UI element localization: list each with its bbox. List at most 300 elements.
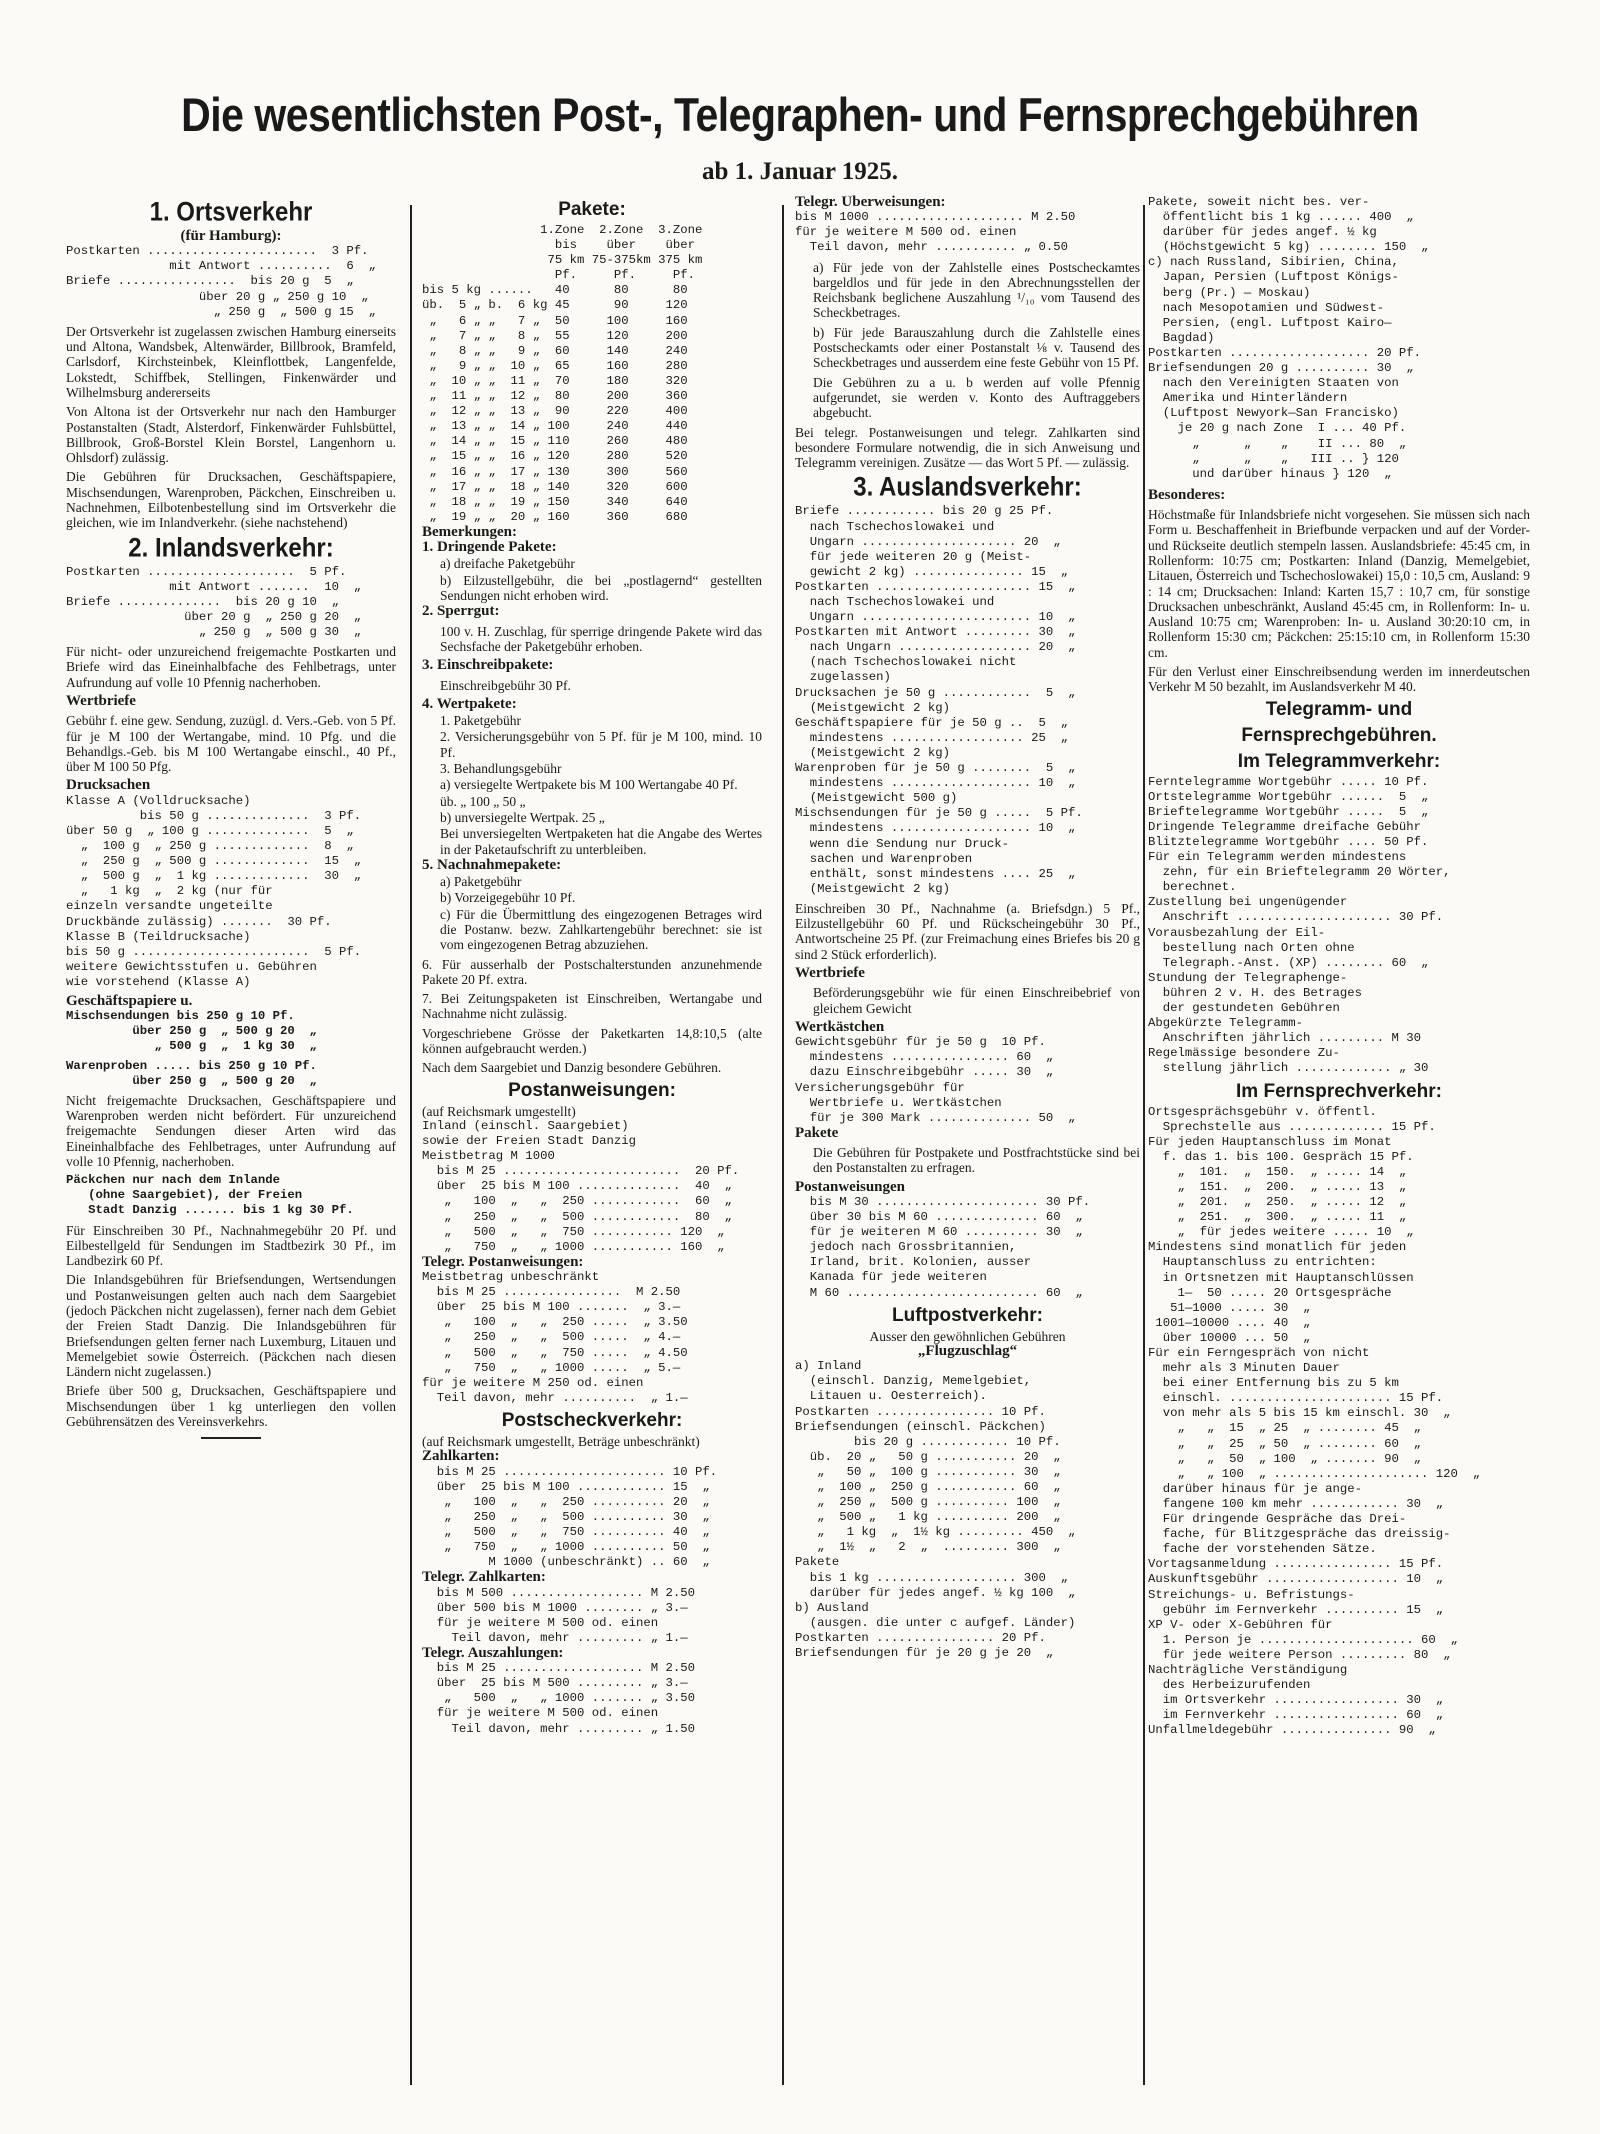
subheading-drucksachen: Drucksachen bbox=[66, 777, 151, 794]
rate-line: (Luftpost Newyork—San Francisko) bbox=[1148, 406, 1399, 421]
rate-line: darüber für jedes angef. ½ kg bbox=[1148, 225, 1377, 240]
subheading: Telegr. Überweisungen: bbox=[795, 195, 946, 210]
section-heading-ortsverkehr: 1. Ortsverkehr bbox=[149, 197, 313, 228]
list-item: 3. Behandlungsgebühr bbox=[440, 761, 562, 777]
subheading: Telegr. Zahlkarten: bbox=[422, 1569, 546, 1586]
section-heading-telegramm: Telegramm- und bbox=[1265, 698, 1413, 720]
section-subheading: (für Hamburg): bbox=[180, 228, 282, 244]
note: (auf Reichsmark umgestellt, Beträge unbeschränkt) bbox=[422, 1433, 700, 1449]
rate-line: über 25 bis M 100 ............ 15 „ bbox=[422, 1479, 710, 1494]
rate-line: Inland (einschl. Saargebiet) bbox=[422, 1118, 629, 1133]
section-heading-fernsprech: Fernsprechgebühren. bbox=[1241, 724, 1437, 746]
rate-list bbox=[422, 1270, 762, 1406]
rate-line: Ortstelegramme Wortgebühr ...... 5 „ bbox=[1148, 789, 1429, 804]
paragraph: Gebühr f. eine gew. Sendung, zuzügl. d. Vers.-Geb. von 5 Pf. für je M 100 der Wertangabe, mind. 10 Pfg. und die Behandlgs.-Geb. bis M 100 Wertangabe einschl., 40 Pf., über M 100 50 Pfg. bbox=[66, 713, 396, 775]
list-item: b) unversiegelte Wertpak. 25 „ bbox=[440, 809, 605, 825]
subheading: 1. Dringende Pakete: bbox=[422, 539, 557, 556]
rate-line: „ „ 15 „ 25 „ ........ 45 „ bbox=[1148, 1421, 1422, 1436]
rate-line: mindestens ................... 10 „ bbox=[795, 821, 1076, 836]
rate-line: „ 1 kg „ 2 kg (nur für bbox=[66, 884, 273, 899]
rate-line: „ 6 „ „ 7 „ 50 100 160 bbox=[422, 313, 688, 328]
rate-line: „ 7 „ „ 8 „ 55 120 200 bbox=[422, 328, 688, 343]
rate-line: Teil davon, mehr .......... „ 1.— bbox=[422, 1390, 688, 1405]
paragraph: Die Gebühren für Postpakete und Postfrachtstücke sind bei den Postanstalten zu erfragen. bbox=[813, 1145, 1140, 1176]
list bbox=[422, 713, 762, 857]
list bbox=[422, 874, 762, 952]
subheading: Wertbriefe bbox=[795, 965, 865, 982]
rate-line: Briefe ................ bis 20 g 5 „ bbox=[66, 274, 354, 289]
rate-line: wie vorstehend (Klasse A) bbox=[66, 974, 251, 989]
rate-line: Unfallmeldegebühr ............... 90 „ bbox=[1148, 1723, 1436, 1738]
paragraph: Von Altona ist der Ortsverkehr nur nach den Hamburger Postanstalten (Stadt, Alsterdorf, Finkenwärder Fuhlsbüttel, Billbrook, Groß-Borstel Klein Borstel, Langenhorn u. Ohlsdorf) zulässig. bbox=[66, 404, 396, 466]
rate-line: bis 1 kg ................... 300 „ bbox=[795, 1570, 1069, 1585]
rate-list bbox=[795, 210, 1140, 255]
rate-line: des Herbeizurufenden bbox=[1148, 1678, 1311, 1693]
rate-list bbox=[66, 1173, 396, 1218]
rate-line: „ 500 „ 1 kg .......... 200 „ bbox=[795, 1510, 1061, 1525]
rate-line: „ 1 kg „ 1½ kg ......... 450 „ bbox=[795, 1525, 1076, 1540]
rate-line: für jede weitere Person ......... 80 „ bbox=[1148, 1647, 1451, 1662]
subheading-wertbriefe: Wertbriefe bbox=[66, 692, 136, 709]
rate-list bbox=[66, 1009, 396, 1054]
rate-line: zehn, für ein Brieftelegramm 20 Wörter, bbox=[1148, 865, 1451, 880]
rate-line: gewicht 2 kg) ............... 15 „ bbox=[795, 564, 1069, 579]
rate-line: Für ein Ferngespräch von nicht bbox=[1148, 1346, 1370, 1361]
list-item: a) Paketgebühr bbox=[440, 874, 522, 890]
rate-list bbox=[422, 1661, 762, 1736]
rate-line: Briefsendungen für je 20 g je 20 „ bbox=[795, 1646, 1054, 1661]
rate-line: „ 250 g „ 500 g 15 „ bbox=[66, 304, 376, 319]
rate-line: Postkarten ................ 10 Pf. bbox=[795, 1404, 1046, 1419]
rate-line: Postkarten mit Antwort ......... 30 „ bbox=[795, 625, 1076, 640]
rate-line: bis 20 g ............ 10 Pf. bbox=[795, 1434, 1061, 1449]
rate-line: nach den Vereinigten Staaten von bbox=[1148, 376, 1399, 391]
paragraph: Vorgeschriebene Grösse der Paketkarten 14,8:10,5 (alte können aufgebraucht werden.) bbox=[422, 1025, 762, 1057]
rate-line: bei einer Entfernung bis zu 5 km bbox=[1148, 1376, 1399, 1391]
rate-list bbox=[66, 244, 396, 319]
rate-line: Amerika und Hinterländern bbox=[1148, 391, 1348, 406]
subheading: Zahlkarten: bbox=[422, 1448, 500, 1465]
rate-list bbox=[422, 1119, 762, 1255]
paragraph: Einschreiben 30 Pf., Nachnahme (a. Briefsdgn.) 5 Pf., Eilzustellgebühr 60 Pf. und Rückscheingebühr 30 Pf., Antwortscheine 25 Pf. (zur Freimachung eines Briefes bis 20 g sind 2 Stück erforderlich). bbox=[795, 900, 1140, 962]
rate-line: „ 500 „ „ 750 ........... 120 „ bbox=[422, 1224, 725, 1239]
section-heading-telegrammverkehr: Im Telegrammverkehr: bbox=[1237, 750, 1441, 772]
list-item: a) dreifache Paketgebühr bbox=[440, 556, 575, 572]
rate-list bbox=[795, 504, 1140, 896]
rate-line: bis über über bbox=[422, 238, 696, 253]
rate-line: für je 300 Mark .............. 50 „ bbox=[795, 1110, 1076, 1125]
list-item: a) versiegelte Wertpakete bis M 100 Wertangabe 40 Pf. bbox=[440, 777, 738, 793]
rate-line: jedoch nach Grossbritannien, bbox=[795, 1240, 1017, 1255]
rate-line: sachen und Warenproben bbox=[795, 851, 973, 866]
rate-line: „ 12 „ „ 13 „ 90 220 400 bbox=[422, 404, 688, 419]
rate-line: 51—1000 ..... 30 „ bbox=[1148, 1300, 1311, 1315]
page-subtitle: ab 1. Januar 1925. bbox=[701, 158, 899, 185]
rate-line: 75 km 75-375km 375 km bbox=[422, 253, 703, 268]
rate-line: „ 100 „ „ 250 .......... 20 „ bbox=[422, 1494, 710, 1509]
list bbox=[422, 556, 762, 603]
rate-line: Druckbände zulässig) ....... 30 Pf. bbox=[66, 914, 332, 929]
subheading: Besonderes: bbox=[1148, 486, 1226, 503]
rate-line: über 20 g „ 250 g 20 „ bbox=[66, 609, 362, 624]
rate-line: Pakete, soweit nicht bes. ver- bbox=[1148, 195, 1370, 209]
rate-line: Kanada für jede weiteren bbox=[795, 1270, 987, 1285]
rate-line: für je weiteren M 60 .......... 30 „ bbox=[795, 1225, 1083, 1240]
list-item: c) Für die Übermittlung des eingezogenen Betrages wird die Postanw. bezw. Zahlkartengebühr berechnet: sie ist vom eingezogenen Betrag abzuziehen. bbox=[440, 906, 762, 953]
note: „Flugzuschlag“ bbox=[917, 1342, 1018, 1359]
rate-line: b) Ausland bbox=[795, 1600, 869, 1615]
rate-line: bis M 25 ........................ 20 Pf. bbox=[422, 1164, 740, 1179]
paragraph: Für den Verlust einer Einschreibsendung werden im innerdeutschen Verkehr M 50 bezahlt, im Auslandsverkehr M 40. bbox=[1148, 664, 1530, 695]
rate-line: Mischsendungen für je 50 g ..... 5 Pf. bbox=[795, 806, 1083, 821]
rate-line: über 25 bis M 100 .............. 40 „ bbox=[422, 1179, 732, 1194]
paragraph: Die Inlandsgebühren für Briefsendungen, Wertsendungen und Postanweisungen gelten auch nach dem Saargebiet (jedoch Päckchen nicht zugelassen), ferner nach dem Gebiet der Freien Stadt Danzig. Die Inlandsgebühren für Briefsendungen gelten ferner nach Luxemburg, Litauen und Memelgebiet sowie Österreich. (Päckchen nach diesen Ländern nicht zugelassen.) bbox=[66, 1272, 396, 1380]
rate-list bbox=[795, 1035, 1140, 1126]
rate-line: „ 18 „ „ 19 „ 150 340 640 bbox=[422, 494, 688, 509]
paragraph: Nicht freigemachte Drucksachen, Geschäftspapiere und Warenproben werden nicht befördert. Für unzureichend freigemachte Sendungen dieser Arten wird das Eineinhalbfache des Fehlbetrages, unter Aufrundung auf volle 10 Pfennig, nacherhoben. bbox=[66, 1092, 396, 1169]
section-heading-luftpostverkehr: Luftpostverkehr: bbox=[892, 1304, 1043, 1326]
rate-line: Gewichtsgebühr für je 50 g 10 Pf. bbox=[795, 1035, 1046, 1050]
rate-line: für je weitere M 500 od. einen bbox=[795, 225, 1017, 240]
rate-line: mit Antwort ....... 10 „ bbox=[66, 579, 362, 594]
rate-list bbox=[66, 794, 396, 990]
rate-line: der gestundeten Gebühren bbox=[1148, 1001, 1340, 1016]
rate-line: von mehr als 5 bis 15 km einschl. 30 „ bbox=[1148, 1406, 1451, 1421]
rate-list bbox=[1148, 775, 1530, 1077]
rate-line: (Meistgewicht 2 kg) bbox=[795, 881, 950, 896]
subheading: Wertkästchen bbox=[795, 1018, 885, 1035]
list-item: 1. Paketgebühr bbox=[440, 713, 521, 729]
rate-line: Ferntelegramme Wortgebühr ..... 10 Pf. bbox=[1148, 774, 1429, 789]
rate-line: gebühr im Fernverkehr .......... 15 „ bbox=[1148, 1602, 1444, 1617]
rate-line: „ 16 „ „ 17 „ 130 300 560 bbox=[422, 464, 688, 479]
rate-line: über 50 g „ 100 g .............. 5 „ bbox=[66, 823, 354, 838]
rate-line: über 25 bis M 100 ....... „ 3.— bbox=[422, 1300, 681, 1315]
rate-line: mehr als 3 Minuten Dauer bbox=[1148, 1361, 1340, 1376]
paragraph: a) Für jede von der Zahlstelle eines Postscheckamtes bargeldlos und für jede in den Abrechnungsstellen der Reichsbank beglichene Auszahlung ¹/₁₀ vom Tausend des Scheckbetrages. bbox=[813, 259, 1140, 321]
rate-line: (einschl. Danzig, Memelgebiet, bbox=[795, 1374, 1032, 1389]
rate-line: Teil davon, mehr ........... „ 0.50 bbox=[795, 240, 1069, 255]
rate-line: „ 15 „ „ 16 „ 120 280 520 bbox=[422, 449, 688, 464]
rate-line: „ 19 „ „ 20 „ 160 360 680 bbox=[422, 509, 688, 524]
section-heading-fernsprechverkehr: Im Fernsprechverkehr: bbox=[1236, 1080, 1442, 1102]
rate-line: Litauen u. Oesterreich). bbox=[795, 1389, 987, 1404]
rate-line: M 60 .......................... 60 „ bbox=[795, 1285, 1083, 1300]
rate-line: „ „ 25 „ 50 „ ........ 60 „ bbox=[1148, 1436, 1422, 1451]
rate-line: „ 500 g „ 1 kg 30 „ bbox=[66, 1039, 317, 1054]
rate-line: „ 11 „ „ 12 „ 80 200 360 bbox=[422, 389, 688, 404]
rate-line: weitere Gewichtsstufen u. Gebühren bbox=[66, 959, 317, 974]
rate-line: „ 10 „ „ 11 „ 70 180 320 bbox=[422, 373, 688, 388]
rate-line: Streichungs- u. Befristungs- bbox=[1148, 1587, 1355, 1602]
rate-line: Sprechstelle aus ............. 15 Pf. bbox=[1148, 1119, 1436, 1134]
rate-line: und darüber hinaus } 120 „ bbox=[1148, 466, 1392, 481]
rate-line: (ausgen. die unter c aufgef. Länder) bbox=[795, 1615, 1076, 1630]
divider-rule bbox=[201, 1437, 261, 1439]
rate-line: zugelassen) bbox=[795, 670, 891, 685]
rate-line: Stadt Danzig ....... bis 1 kg 30 Pf. bbox=[66, 1203, 354, 1218]
rate-line: Anschriften jährlich ......... M 30 bbox=[1148, 1031, 1422, 1046]
paragraph: Beförderungsgebühr wie für einen Einschreibebrief von gleichem Gewicht bbox=[813, 985, 1140, 1016]
rate-line: Anschrift ..................... 30 Pf. bbox=[1148, 910, 1444, 925]
subheading: Bemerkungen: bbox=[422, 523, 517, 540]
rate-line: 1001—10000 .... 40 „ bbox=[1148, 1315, 1311, 1330]
rate-line: bis M 30 ...................... 30 Pf. bbox=[795, 1195, 1091, 1209]
rate-line: (ohne Saargebiet), der Freien bbox=[66, 1188, 303, 1203]
rate-line: „ 13 „ „ 14 „ 100 240 440 bbox=[422, 419, 688, 434]
rate-line: „ 9 „ „ 10 „ 65 160 280 bbox=[422, 358, 688, 373]
rate-line: „ 500 g „ 1 kg ............. 30 „ bbox=[66, 869, 362, 884]
rate-line: nach Tschechoslowakei und bbox=[795, 519, 995, 534]
paragraph: Für nicht- oder unzureichend freigemachte Postkarten und Briefe wird das Eineinhalbfache des Fehlbetrags, unter Aufrundung auf volle 10 Pfennig nacherhoben. bbox=[66, 644, 396, 690]
rate-line: über 250 g „ 500 g 20 „ bbox=[66, 1024, 317, 1039]
rate-line: „ 250 „ „ 500 .......... 30 „ bbox=[422, 1509, 710, 1524]
note: Ausser den gewöhnlichen Gebühren bbox=[869, 1328, 1066, 1344]
paragraph: Die Gebühren zu a u. b werden auf volle Pfennig aufgerundet, sie werden v. Konto des Auftraggebers abgebucht. bbox=[813, 374, 1140, 421]
rate-line: bis M 1000 .................... M 2.50 bbox=[795, 210, 1076, 225]
rate-line: Meistbetrag unbeschränkt bbox=[422, 1270, 600, 1285]
rate-line: c) nach Russland, Sibirien, China, bbox=[1148, 255, 1399, 270]
rate-line: für jede weiteren 20 g (Meist- bbox=[795, 549, 1032, 564]
rate-line: Bagdad) bbox=[1148, 330, 1215, 345]
paragraph: 100 v. H. Zuschlag, für sperrige dringende Pakete wird das Sechsfache der Paketgebühr erhoben. bbox=[440, 623, 762, 654]
rate-line: Für dringende Gespräche das Drei- bbox=[1148, 1512, 1407, 1527]
rate-line: öffentlicht bis 1 kg ...... 400 „ bbox=[1148, 210, 1414, 225]
list-item: b) Eilzustellgebühr, die bei „postlagernd“ gestellten Sendungen nicht erhoben wird. bbox=[440, 572, 762, 604]
rate-line: für je weitere M 250 od. einen bbox=[422, 1375, 644, 1390]
rate-line: Geschäftspapiere für je 50 g .. 5 „ bbox=[795, 715, 1069, 730]
subheading: 3. Einschreibpakete: bbox=[422, 657, 554, 674]
rate-line: Meistbetrag M 1000 bbox=[422, 1149, 555, 1164]
paragraph: Höchstmaße für Inlandsbriefe nicht vorgesehen. Sie müssen sich nach Form u. Beschaffenheit in Briefbunde verpacken und auf der Vorder- und Rückseite deutlich stempeln lassen. Auslandsbriefe: 45:45 cm, in Rollenform: 10:75 cm; Postkarten: Inland (Danzig, Memelgebiet, Litauen, Österreich und Tschechoslowakei) 15,0 : 10,5 cm, Ausland: 9 : 14 cm; Drucksachen: Inland: Karten 15,7 : 10,7 cm, für sonstige Drucksachen unbeschränkt, Ausland 45:45 cm, in Rollenform: In- u. Ausland 10:75 cm; Warenproben: In- u. Ausland 30:20:10 cm, in Rollenform 15:30 cm; Päckchen: 25:15:10 cm, in Rollenform 15:30 cm. bbox=[1148, 507, 1530, 660]
subheading: 2. Sperrgut: bbox=[422, 603, 500, 620]
paragraph: Der Ortsverkehr ist zugelassen zwischen Hamburg einerseits und Altona, Wandsbek, Altenwärder, Billbrook, Bramfeld, Carlsdorf, Kirchsteinbek, Kleinflottbek, Langenfelde, Lokstedt, Schiffbek, Stellingen, Finkenwärder und Wilhelmsburg andererseits bbox=[66, 323, 396, 400]
rate-line: nach Ungarn .................. 20 „ bbox=[795, 640, 1076, 655]
rate-line: für je weitere M 500 od. einen bbox=[422, 1706, 659, 1721]
paragraph: Nach dem Saargebiet und Danzig besondere Gebühren. bbox=[422, 1060, 722, 1076]
rate-line: „ 100 „ 250 g ........... 60 „ bbox=[795, 1480, 1061, 1494]
rate-line: enthält, sonst mindestens .... 25 „ bbox=[795, 866, 1076, 881]
note: (auf Reichsmark umgestellt) bbox=[422, 1103, 576, 1119]
section-heading-postanweisungen: Postanweisungen: bbox=[508, 1079, 676, 1101]
rate-line: dazu Einschreibgebühr ..... 30 „ bbox=[795, 1065, 1054, 1080]
column-1 bbox=[66, 195, 396, 2095]
rate-line: Regelmässige besondere Zu- bbox=[1148, 1046, 1340, 1061]
rate-line: Warenproben für je 50 g ........ 5 „ bbox=[795, 761, 1076, 776]
rate-line: einschl. ...................... 15 Pf. bbox=[1148, 1391, 1444, 1406]
rate-list bbox=[422, 1465, 762, 1571]
rate-line: Stundung der Telegraphenge- bbox=[1148, 970, 1348, 985]
rate-line: mindestens .................. 25 „ bbox=[795, 730, 1069, 745]
rate-line: „ 100 „ „ 250 ..... „ 3.50 bbox=[422, 1315, 688, 1330]
rate-line: bis M 500 .................. M 2.50 bbox=[422, 1585, 696, 1600]
rate-line: „ 50 „ 100 g ........... 30 „ bbox=[795, 1464, 1061, 1479]
rate-line: Dringende Telegramme dreifache Gebühr bbox=[1148, 819, 1422, 834]
rate-line: Postkarten .................... 5 Pf. bbox=[66, 564, 347, 579]
rate-line: „ 250 g „ 500 g 30 „ bbox=[66, 625, 362, 639]
rate-line: Briefsendungen 20 g .......... 30 „ bbox=[1148, 361, 1414, 376]
rate-line: „ „ „ III .. } 120 bbox=[1148, 451, 1399, 466]
rate-line: „ 8 „ „ 9 „ 60 140 240 bbox=[422, 343, 688, 358]
rate-line: Telegraph.-Anst. (XP) ........ 60 „ bbox=[1148, 955, 1429, 970]
rate-line: darüber für jedes angef. ½ kg 100 „ bbox=[795, 1585, 1076, 1600]
paragraph: Für Einschreiben 30 Pf., Nachnahmegebühr 20 Pf. und Eilbestellgeld für Sendungen im Stadtbezirk 30 Pf., im Landbezirk 60 Pf. bbox=[66, 1222, 396, 1269]
rate-line: über 30 bis M 60 .............. 60 „ bbox=[795, 1210, 1083, 1225]
column-4 bbox=[1148, 195, 1530, 2095]
subheading: Postanweisungen bbox=[795, 1178, 906, 1195]
rate-line: Vortagsanmeldung ................ 15 Pf. bbox=[1148, 1557, 1444, 1572]
rate-line: bis M 25 ................ M 2.50 bbox=[422, 1285, 681, 1300]
rate-line: bühren 2 v. H. des Betrages bbox=[1148, 985, 1363, 1000]
rate-line: 1. Person je ..................... 60 „ bbox=[1148, 1632, 1458, 1647]
rate-line: mindestens ................ 60 „ bbox=[795, 1050, 1054, 1065]
rate-line: über 500 bis M 1000 ........ „ 3.— bbox=[422, 1600, 688, 1615]
rate-list bbox=[1148, 195, 1530, 482]
rate-line: nach Mesopotamien und Südwest- bbox=[1148, 300, 1385, 315]
rate-line: Pf. Pf. Pf. bbox=[422, 268, 696, 283]
rate-line: über 25 bis M 500 ......... „ 3.— bbox=[422, 1676, 688, 1691]
rate-line: „ „ „ II ... 80 „ bbox=[1148, 436, 1407, 451]
column-2 bbox=[422, 195, 762, 2095]
rate-line: (nach Tschechoslowakei nicht bbox=[795, 655, 1017, 670]
rate-line: „ 14 „ „ 15 „ 110 260 480 bbox=[422, 434, 688, 449]
rate-line: (Meistgewicht 2 kg) bbox=[795, 745, 950, 760]
rate-line: Für jeden Hauptanschluss im Monat bbox=[1148, 1134, 1392, 1149]
rate-line: Versicherungsgebühr für bbox=[795, 1080, 965, 1095]
rate-line: fangene 100 km mehr ............ 30 „ bbox=[1148, 1496, 1444, 1511]
rate-line: „ 100 g „ 250 g ............. 8 „ bbox=[66, 839, 354, 854]
rate-line: (Meistgewicht 500 g) bbox=[795, 791, 958, 806]
rate-list bbox=[66, 1059, 396, 1089]
column-divider bbox=[782, 205, 784, 2085]
rate-line: Japan, Persien (Luftpost Königs- bbox=[1148, 270, 1399, 285]
rate-line: Ortsgesprächsgebühr v. öffentl. bbox=[1148, 1104, 1377, 1119]
paragraph: Die Gebühren für Drucksachen, Geschäftspapiere, Mischsendungen, Warenproben, Päckchen, Einschreiben u. Nachnehmen, Eilbotenbestellung sind im Ortsverkehr die gleichen, wie im Inlandverkehr. (siehe nachstehend) bbox=[66, 469, 396, 531]
list-item: Bei unversiegelten Wertpaketen hat die Angabe des Wertes in der Paketaufschrift zu unterbleiben. bbox=[440, 826, 762, 857]
rate-line: „ 17 „ „ 18 „ 140 320 600 bbox=[422, 479, 688, 494]
rate-line: „ 750 „ „ 1000 .......... 50 „ bbox=[422, 1540, 710, 1555]
rate-line: Auskunftsgebühr .................. 10 „ bbox=[1148, 1572, 1444, 1587]
rate-line: „ 250 „ 500 g .......... 100 „ bbox=[795, 1495, 1061, 1510]
rate-line: Pakete bbox=[795, 1555, 840, 1570]
rate-line: „ für jedes weitere ..... 10 „ bbox=[1148, 1225, 1414, 1240]
rate-line: „ 750 „ „ 1000 ........... 160 „ bbox=[422, 1239, 725, 1254]
rate-line: in Ortsnetzen mit Hauptanschlüssen bbox=[1148, 1270, 1414, 1285]
rate-line: Mischsendungen bis 250 g 10 Pf. bbox=[66, 1009, 295, 1024]
rate-list bbox=[422, 1586, 762, 1646]
rate-line: Klasse B (Teildrucksache) bbox=[66, 929, 251, 944]
rate-line: mit Antwort .......... 6 „ bbox=[66, 259, 376, 274]
rate-line: über 250 g „ 500 g 20 „ bbox=[66, 1073, 317, 1088]
column-3 bbox=[795, 195, 1140, 2095]
rate-line: bis 5 kg ...... 40 80 80 bbox=[422, 283, 688, 298]
paragraph: 7. Bei Zeitungspaketen ist Einschreiben, Wertangabe und Nachnahme nicht zulässig. bbox=[422, 991, 762, 1022]
rate-line: Wertbriefe u. Wertkästchen bbox=[795, 1095, 1002, 1110]
paragraph: Einschreibgebühr 30 Pf. bbox=[440, 677, 571, 693]
rate-line: a) Inland bbox=[795, 1359, 862, 1374]
rate-line: Postkarten ..................... 15 „ bbox=[795, 579, 1076, 594]
rate-line: über 10000 ... 50 „ bbox=[1148, 1330, 1311, 1345]
rate-line: bestellung nach Orten ohne bbox=[1148, 940, 1355, 955]
rate-line: bis M 25 ................... M 2.50 bbox=[422, 1661, 696, 1676]
rate-line: Vorausbezahlung der Eil- bbox=[1148, 925, 1326, 940]
rate-line: fache, für Blitzgespräche das dreissig- bbox=[1148, 1527, 1451, 1542]
rate-line: „ 100 „ „ 250 ............ 60 „ bbox=[422, 1194, 732, 1209]
rate-line: f. das 1. bis 100. Gespräch 15 Pf. bbox=[1148, 1149, 1414, 1164]
section-heading-postscheckverkehr: Postscheckverkehr: bbox=[501, 1409, 683, 1431]
subheading: Telegr. Postanweisungen: bbox=[422, 1253, 584, 1270]
rate-line: üb. 5 „ b. 6 kg 45 90 120 bbox=[422, 298, 688, 313]
rate-line: Für ein Telegramm werden mindestens bbox=[1148, 850, 1407, 865]
rate-line: M 1000 (unbeschränkt) .. 60 „ bbox=[422, 1555, 710, 1570]
rate-line: bis 50 g ........................ 5 Pf. bbox=[66, 944, 362, 959]
rate-line: „ „ 100 „ ..................... 120 „ bbox=[1148, 1466, 1481, 1481]
paragraph: b) Für jede Barauszahlung durch die Zahlstelle eines Postscheckamts oder einer Postanstalt ⅛ v. Tausend des Scheckbetrages und ausserdem eine feste Gebühr von 15 Pf. bbox=[813, 324, 1140, 371]
page-title: Die wesentlichsten Post-, Telegraphen- und Fernsprechgebühren bbox=[181, 88, 1419, 142]
column-divider bbox=[410, 205, 412, 2085]
rate-line: Drucksachen je 50 g ............ 5 „ bbox=[795, 685, 1076, 700]
rate-line: wenn die Sendung nur Druck- bbox=[795, 836, 1010, 851]
rate-line: im Fernverkehr ................. 60 „ bbox=[1148, 1708, 1444, 1723]
rate-line: Postkarten ....................... 3 Pf. bbox=[66, 244, 369, 259]
rate-line: Briefe ............ bis 20 g 25 Pf. bbox=[795, 504, 1054, 519]
rate-line: Teil davon, mehr ......... „ 1.50 bbox=[422, 1721, 696, 1736]
rate-line: je 20 g nach Zone I ... 40 Pf. bbox=[1148, 421, 1407, 436]
rate-line: „ 101. „ 150. „ ..... 14 „ bbox=[1148, 1164, 1407, 1179]
column-divider bbox=[1143, 205, 1145, 2085]
rate-line: Persien, (engl. Luftpost Kairo— bbox=[1148, 315, 1392, 330]
rate-line: Päckchen nur nach dem Inlande bbox=[66, 1173, 281, 1188]
paragraph: 6. Für ausserhalb der Postschalterstunden anzunehmende Pakete 20 Pf. extra. bbox=[422, 956, 762, 987]
rate-line: 1.Zone 2.Zone 3.Zone bbox=[422, 223, 703, 237]
subheading-geschaeftspapiere: Geschäftspapiere u. bbox=[66, 992, 193, 1009]
list-item: 2. Versicherungsgebühr von 5 Pf. für je M 100, mind. 10 Pf. bbox=[440, 729, 762, 760]
rate-line: Mindestens sind monatlich für jeden bbox=[1148, 1240, 1407, 1255]
rate-line: XP V- oder X-Gebühren für bbox=[1148, 1617, 1333, 1632]
rate-line: Briefe .............. bis 20 g 10 „ bbox=[66, 594, 340, 609]
list-item: b) Vorzeigegebühr 10 Pf. bbox=[440, 890, 576, 906]
paragraph: Bei telegr. Postanweisungen und telegr. Zahlkarten sind besondere Formulare notwendig, die in sich Anweisung und Telegramm vereinigen. Zusätze — das Wort 5 Pf. — zulässig. bbox=[795, 424, 1140, 471]
rate-line: Brieftelegramme Wortgebühr ..... 5 „ bbox=[1148, 804, 1429, 819]
rate-list bbox=[795, 1195, 1140, 1301]
rate-line: „ 500 „ „ 1000 ....... „ 3.50 bbox=[422, 1691, 696, 1706]
rate-line: für je weitere M 500 od. einen bbox=[422, 1615, 659, 1630]
section-heading-inlandsverkehr: 2. Inlandsverkehr: bbox=[128, 533, 334, 563]
rate-line: (Höchstgewicht 5 kg) ........ 150 „ bbox=[1148, 240, 1429, 255]
rate-line: stellung jährlich ............. „ 30 bbox=[1148, 1061, 1429, 1076]
rate-line: „ 250 „ „ 500 ............ 80 „ bbox=[422, 1209, 732, 1224]
rate-list bbox=[795, 1359, 1140, 1661]
rate-line: Hauptanschluss zu entrichten: bbox=[1148, 1255, 1377, 1270]
rate-line: 1— 50 ..... 20 Ortsgespräche bbox=[1148, 1285, 1392, 1300]
rate-line: Nachträgliche Verständigung bbox=[1148, 1662, 1348, 1677]
rate-line: „ „ 50 „ 100 „ ....... 90 „ bbox=[1148, 1451, 1422, 1466]
subheading: Pakete bbox=[795, 1124, 839, 1141]
rate-line: üb. 20 „ 50 g ........... 20 „ bbox=[795, 1449, 1061, 1464]
rate-list bbox=[1148, 1105, 1530, 1739]
paragraph: Briefe über 500 g, Drucksachen, Geschäftspapiere und Mischsendungen über 1 kg unterliegen den vollen Gebührensätzen des Vereinsverkehrs. bbox=[66, 1383, 396, 1430]
rate-line: Briefsendungen (einschl. Päckchen) bbox=[795, 1419, 1046, 1434]
rate-line: „ 500 „ „ 750 .......... 40 „ bbox=[422, 1524, 710, 1539]
rate-line: Warenproben ..... bis 250 g 10 Pf. bbox=[66, 1058, 317, 1073]
rate-line: bis 50 g .............. 3 Pf. bbox=[66, 808, 362, 823]
rate-line: mindestens ................... 10 „ bbox=[795, 776, 1076, 791]
rate-line: Postkarten ................... 20 Pf. bbox=[1148, 345, 1422, 360]
rate-line: einzeln versandte ungeteilte bbox=[66, 899, 273, 914]
rate-line: „ 750 „ „ 1000 ..... „ 5.— bbox=[422, 1360, 681, 1375]
rate-line: Ungarn ..................... 20 „ bbox=[795, 534, 1061, 549]
rate-line: „ 250 „ „ 500 ..... „ 4.— bbox=[422, 1330, 681, 1345]
